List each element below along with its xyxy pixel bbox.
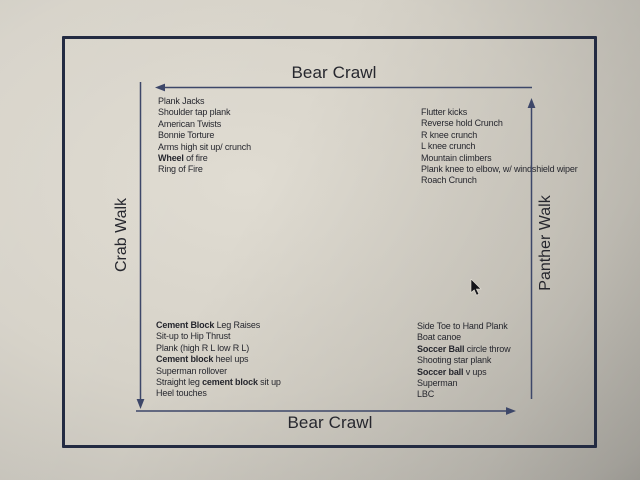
panther-walk-label: Panther Walk [537,195,554,291]
exercise-item: Cement Block Leg Raises [156,320,261,330]
exercise-item: Flutter kicks [421,107,468,117]
exercise-item: Arms high sit up/ crunch [158,141,251,152]
exercise-item: Shoulder tap plank [158,107,231,118]
exercise-item: Shooting star plank [417,355,492,366]
exercise-item: Ring of Fire [158,164,203,175]
exercise-item: Cement block heel ups [156,354,249,365]
arrow-right-icon [136,407,516,415]
exercise-item: Mountain climbers [421,152,492,163]
exercise-item: Bonnie Torture [158,130,215,141]
bear-crawl-bottom-label: Bear Crawl [287,413,373,432]
exercise-item: Soccer Ball circle throw [417,343,511,354]
exercise-item: Superman [417,378,458,389]
crab-walk-label: Crab Walk [113,197,130,273]
arrow-left-icon [155,84,532,92]
mouse-cursor [470,279,483,297]
exercise-item: R knee crunch [421,129,478,140]
exercise-item: Side Toe to Hand Plank [417,321,508,331]
exercise-item: Plank knee to elbow, w/ windshield wiper [421,164,578,175]
exercise-item: Heel touches [156,388,207,399]
exercise-item: Plank Jacks [158,96,205,106]
exercise-item: Sit-up to Hip Thrust [156,331,231,342]
exercise-item: L knee crunch [421,141,476,152]
exercise-item: Boat canoe [417,332,462,343]
exercise-item: Wheel of fire [158,153,208,164]
exercise-item: Superman rollover [156,365,227,376]
exercise-item: Plank (high R L low R L) [156,342,250,353]
exercise-item: American Twists [158,118,222,129]
exercise-item: Straight leg cement block sit up [156,377,281,388]
exercise-item: Roach Crunch [421,175,477,186]
bear-crawl-top-label: Bear Crawl [291,63,377,82]
exercise-item: Soccer ball v ups [417,366,487,377]
exercise-item: LBC [417,389,435,400]
arrow-down-icon [137,82,145,409]
arrow-up-icon [528,98,536,399]
exercise-item: Reverse hold Crunch [421,118,503,129]
